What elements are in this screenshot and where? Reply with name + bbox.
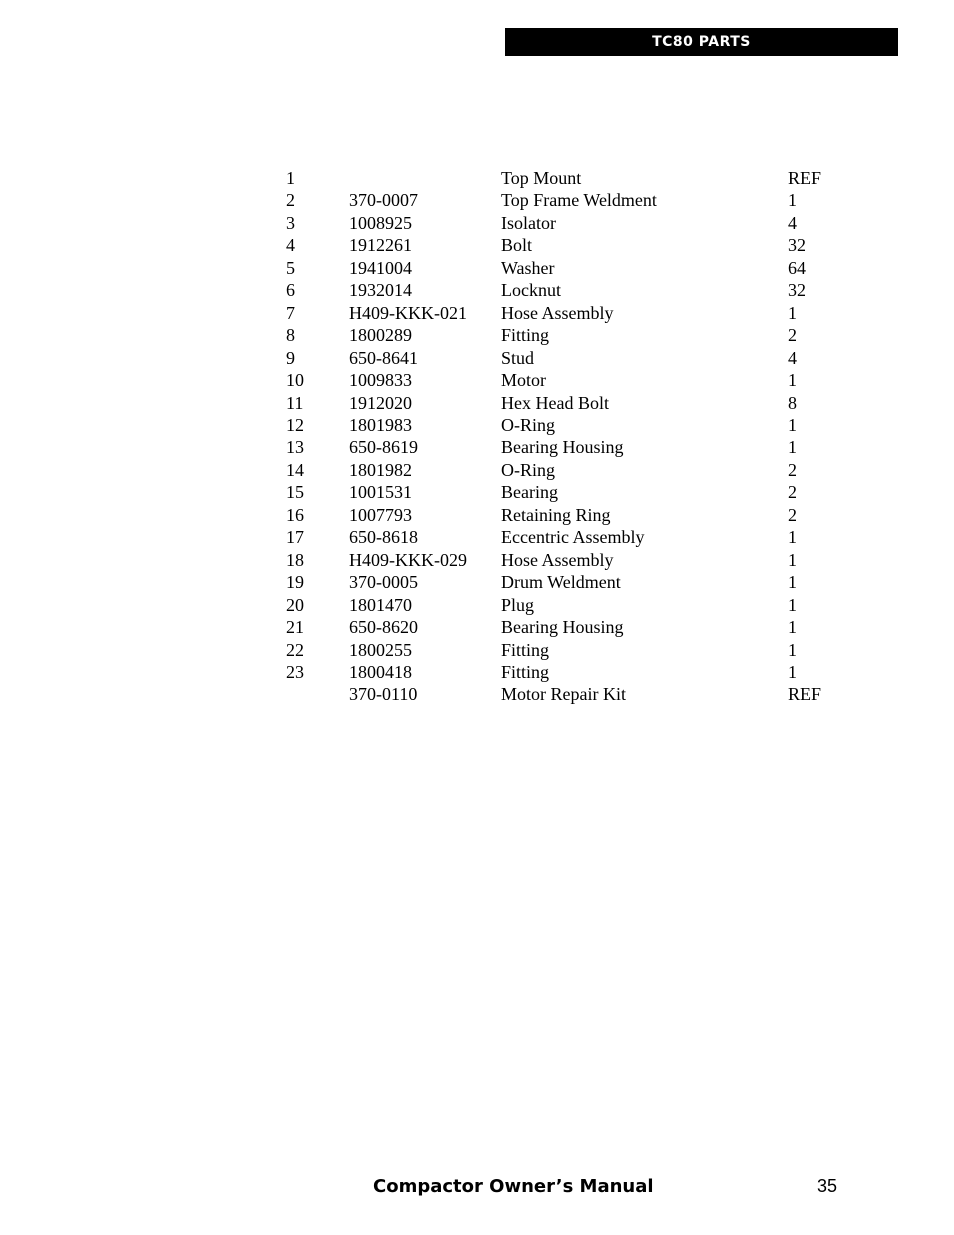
quantity-cell: 4: [788, 212, 797, 233]
part-number-cell: 1007793: [349, 504, 412, 525]
item-number-cell: 18: [286, 549, 304, 570]
part-number-cell: 650-8641: [349, 347, 418, 368]
item-number-cell: 9: [286, 347, 295, 368]
quantity-cell: 64: [788, 257, 806, 278]
table-row: [286, 167, 838, 189]
description-cell: Bearing Housing: [501, 617, 624, 638]
part-number-cell: H409-KKK-021: [349, 302, 467, 323]
table-row: [286, 526, 838, 548]
table-row: [286, 639, 838, 661]
description-cell: O-Ring: [501, 459, 555, 480]
item-number-cell: 5: [286, 257, 295, 278]
part-number-cell: 370-0007: [349, 190, 418, 211]
description-cell: Fitting: [501, 639, 550, 660]
description-cell: Motor: [501, 370, 546, 391]
description-cell: Washer: [501, 257, 555, 278]
header-banner: [505, 28, 898, 56]
table-row: [286, 414, 838, 436]
page-number: 35: [817, 1176, 838, 1196]
part-number-cell: 1001531: [349, 482, 412, 503]
table-row: [286, 549, 838, 571]
part-number-cell: 1932014: [349, 280, 412, 301]
description-cell: Bearing Housing: [501, 437, 624, 458]
part-number-cell: 650-8620: [349, 617, 418, 638]
description-cell: Motor Repair Kit: [501, 684, 626, 705]
table-row: [286, 571, 838, 593]
table-row: [286, 481, 838, 503]
part-number-cell: 1800255: [349, 639, 412, 660]
description-cell: Top Frame Weldment: [501, 190, 657, 211]
part-number-cell: 1800289: [349, 325, 412, 346]
part-number-cell: H409-KKK-029: [349, 549, 467, 570]
part-number-cell: 370-0110: [349, 684, 418, 705]
item-number-cell: 13: [286, 437, 304, 458]
description-cell: Hose Assembly: [501, 549, 614, 570]
table-row: [286, 661, 838, 683]
item-number-cell: 3: [286, 212, 295, 233]
part-number-cell: 1801982: [349, 459, 412, 480]
description-cell: Fitting: [501, 325, 550, 346]
table-row: [286, 436, 838, 458]
item-number-cell: 20: [286, 594, 304, 615]
quantity-cell: 2: [788, 459, 797, 480]
table-row: [286, 392, 838, 414]
item-number-cell: 8: [286, 325, 295, 346]
description-cell: Hose Assembly: [501, 302, 614, 323]
description-cell: Stud: [501, 347, 535, 368]
part-number-cell: 1801983: [349, 414, 412, 435]
description-cell: Bolt: [501, 235, 533, 256]
quantity-cell: 32: [788, 280, 806, 301]
item-number-cell: 22: [286, 639, 304, 660]
table-row: [286, 347, 838, 369]
item-number-cell: 15: [286, 482, 304, 503]
parts-table-body: [286, 167, 838, 706]
table-row: [286, 369, 838, 391]
header-title: TC80 PARTS: [652, 34, 751, 50]
quantity-cell: 1: [788, 414, 797, 435]
table-row: [286, 324, 838, 346]
table-row: [286, 683, 838, 705]
quantity-cell: 1: [788, 527, 797, 548]
item-number-cell: 19: [286, 572, 304, 593]
part-number-cell: 1941004: [349, 257, 412, 278]
description-cell: Retaining Ring: [501, 504, 611, 525]
quantity-cell: REF: [788, 168, 822, 188]
item-number-cell: [286, 683, 349, 705]
description-cell: Drum Weldment: [501, 572, 621, 593]
description-cell: Isolator: [501, 212, 556, 233]
item-number-cell: 2: [286, 190, 295, 211]
item-number-cell: 4: [286, 235, 295, 256]
part-number-cell: 650-8618: [349, 527, 418, 548]
item-number-cell: 16: [286, 504, 304, 525]
table-row: [286, 212, 838, 234]
quantity-cell: 1: [788, 617, 797, 638]
part-number-cell: 1800418: [349, 661, 412, 682]
quantity-cell: 1: [788, 302, 797, 323]
description-cell: Fitting: [501, 661, 550, 682]
table-row: [286, 594, 838, 616]
table-row: [286, 504, 838, 526]
quantity-cell: 2: [788, 504, 797, 525]
quantity-cell: 1: [788, 661, 797, 682]
table-row: [286, 459, 838, 481]
quantity-cell: 1: [788, 370, 797, 391]
description-cell: O-Ring: [501, 414, 555, 435]
table-row: [286, 234, 838, 256]
description-cell: Eccentric Assembly: [501, 527, 645, 548]
quantity-cell: 2: [788, 482, 797, 503]
part-number-cell: 1912261: [349, 235, 412, 256]
quantity-cell: 1: [788, 572, 797, 593]
description-cell: Top Mount: [501, 168, 582, 188]
part-number-cell: 1009833: [349, 370, 412, 391]
item-number-cell: 11: [286, 392, 304, 413]
quantity-cell: 1: [788, 594, 797, 615]
description-cell: Bearing: [501, 482, 558, 503]
description-cell: Plug: [501, 594, 535, 615]
item-number-cell: 7: [286, 302, 295, 323]
part-number-cell: 1801470: [349, 594, 412, 615]
quantity-cell: 1: [788, 639, 797, 660]
part-number-cell: 650-8619: [349, 437, 418, 458]
table-row: [286, 616, 838, 638]
quantity-cell: 1: [788, 190, 797, 211]
quantity-cell: 2: [788, 325, 797, 346]
item-number-cell: 10: [286, 370, 304, 391]
table-row: [286, 279, 838, 301]
table-row: [286, 302, 838, 324]
item-number-cell: 12: [286, 414, 304, 435]
description-cell: Locknut: [501, 280, 561, 301]
quantity-cell: REF: [788, 684, 822, 705]
item-number-cell: 1: [286, 168, 295, 188]
parts-table: [286, 167, 838, 706]
description-cell: Hex Head Bolt: [501, 392, 609, 413]
item-number-cell: 6: [286, 280, 295, 301]
item-number-cell: 17: [286, 527, 304, 548]
quantity-cell: 32: [788, 235, 806, 256]
part-number-cell: 370-0005: [349, 572, 418, 593]
part-number-cell: 1912020: [349, 392, 412, 413]
quantity-cell: 4: [788, 347, 797, 368]
part-number-cell: [349, 167, 501, 189]
quantity-cell: 8: [788, 392, 797, 413]
item-number-cell: 23: [286, 661, 304, 682]
table-row: [286, 189, 838, 211]
quantity-cell: 1: [788, 437, 797, 458]
item-number-cell: 21: [286, 617, 304, 638]
item-number-cell: 14: [286, 459, 304, 480]
part-number-cell: 1008925: [349, 212, 412, 233]
footer-manual-title: Compactor Owner’s Manual: [373, 1176, 654, 1197]
table-row: [286, 257, 838, 279]
quantity-cell: 1: [788, 549, 797, 570]
